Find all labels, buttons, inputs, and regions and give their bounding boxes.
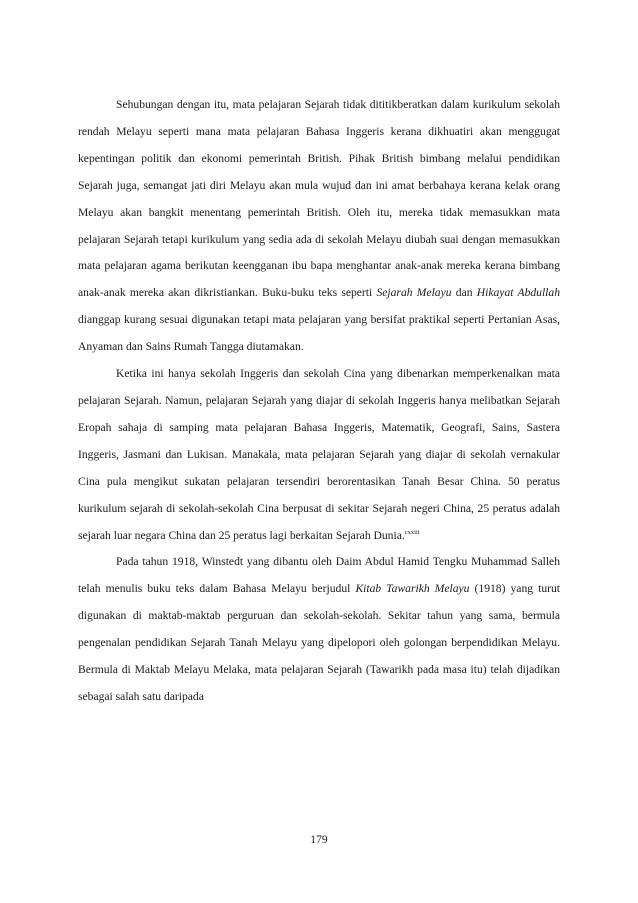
footnote-marker: cxxiii <box>404 528 420 536</box>
page-number: 179 <box>310 833 328 846</box>
paragraph-3-text-a: Pada tahun 1918, Winstedt yang dibantu oleh Daim Abdul Hamid Tengku Muhammad Salleh telah menulis buku teks dalam Bahasa Melayu berjudul <box>78 555 560 596</box>
title-sejarah-melayu: Sejarah Melayu <box>376 286 452 300</box>
paragraph-3-text-b: (1918) yang turut digunakan di maktab-maktab perguruan dan sekolah-sekolah. Sekitar tahun yang sama, bermula pengenalan pendidikan Sejarah Tanah Melayu yang dipelopori oleh golongan berpendidikan Melayu. Bermula di Maktab Melayu Melaka, mata pelajaran Sejarah (Tawarikh pada masa itu) telah dijadikan sebagai salah satu daripada <box>78 582 561 703</box>
paragraph-1-text-c: dianggap kurang sesuai digunakan tetapi mata pelajaran yang bersifat praktikal seperti Pertanian Asas, Anyaman dan Sains Rumah Tangga diutamakan. <box>78 313 560 354</box>
paragraph-2-text: Ketika ini hanya sekolah Inggeris dan sekolah Cina yang dibenarkan memperkenalkan mata pelajaran Sejarah. Namun, pelajaran Sejarah yang diajar di sekolah Inggeris hanya melibatkan Sejarah Eropah sahaja di samping mata pelajaran Bahasa Inggeris, Matematik, Geografi, Sains, Sastera Inggeris, Jasmani dan Lukisan. Manakala, mata pelajaran Sejarah yang diajar di sekolah vernakular Cina pula mengikut sukatan pelajaran tersendiri berorentasikan Tanah Besar China. 50 peratus kurikulum sejarah di sekolah-sekolah Cina berpusat di sekitar Sejarah negeri China, 25 peratus adalah sejarah luar negara China dan 25 peratus lagi berkaitan Sejarah Dunia. <box>78 367 560 542</box>
paragraph-2 <box>78 361 560 549</box>
paragraph-1-text-a: Sehubungan dengan itu, mata pelajaran Sejarah tidak dititikberatkan dalam kurikulum sekolah rendah Melayu seperti mana mata pelajaran Bahasa Inggeris kerana dikhuatiri akan menggugat kepentingan politik dan ekonomi pemerintah British. Pihak British bimbang melalui pendidikan Sejarah juga, semangat jati diri Melayu akan mula wujud dan ini amat berbahaya kerana kelak orang Melayu akan bangkit menentang pemerintah British. Oleh itu, mereka tidak memasukkan mata pelajaran Sejarah tetapi kurikulum yang sedia ada di sekolah Melayu diubah suai dengan memasukkan mata pelajaran agama berikutan keengganan ibu bapa menghantar anak-anak mereka kerana bimbang anak-anak mereka akan dikristiankan. Buku-buku teks seperti <box>78 98 560 300</box>
document-page <box>78 92 560 711</box>
paragraph-3 <box>78 549 560 710</box>
title-kitab-tawarikh-melayu: Kitab Tawarikh Melayu <box>355 582 470 596</box>
paragraph-1 <box>78 92 560 361</box>
paragraph-1-text-b: dan <box>451 286 477 300</box>
title-hikayat-abdullah: Hikayat Abdullah <box>476 286 561 300</box>
